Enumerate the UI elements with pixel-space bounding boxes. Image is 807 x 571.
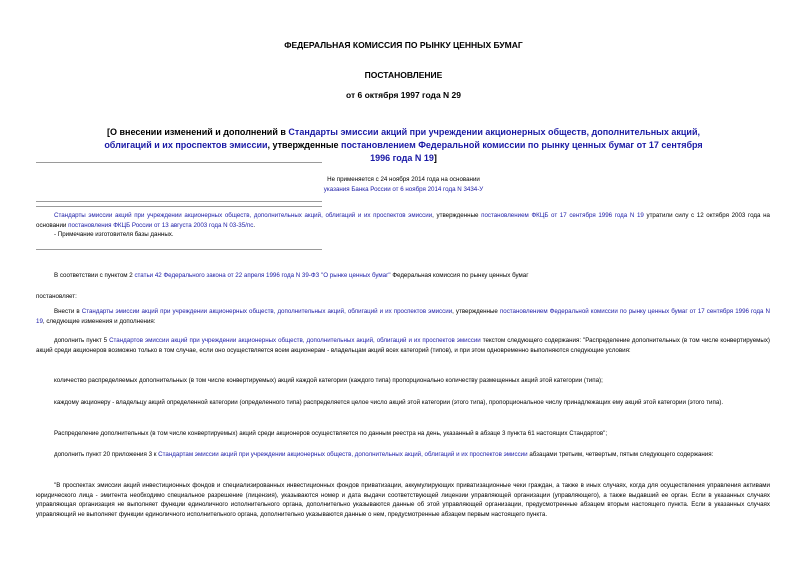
paragraph-text: В соответствии с пунктом 2 — [54, 272, 135, 279]
document-title — [100, 126, 707, 165]
editor-remark: - Примечание изготовителя базы данных. — [54, 231, 174, 239]
editor-note — [36, 211, 770, 240]
note-text: , утвержденные — [432, 212, 482, 219]
title-text-post: ] — [433, 153, 437, 163]
paragraph: Распределение дополнительных (в том числе конвертируемых) акций среди акционеров осуществляется по данным реестра на день, указанный в абзаце 3 пункта 61 настоящих Стандартов"; — [54, 430, 608, 437]
standards-link[interactable]: Стандарты эмиссии акций при учреждении акционерных обществ, дополнительных акций, облигаций и их проспектов эмиссии — [81, 308, 453, 315]
note-link-standards[interactable]: Стандарты эмиссии акций при учреждении акционерных обществ, дополнительных акций, облигаций и их проспектов эмиссии — [54, 212, 433, 219]
paragraph: постановляет: — [36, 293, 77, 300]
agency-heading: ФЕДЕРАЛЬНАЯ КОМИССИЯ ПО РЫНКУ ЦЕННЫХ БУМАГ — [284, 40, 523, 50]
divider — [36, 162, 322, 163]
paragraph — [36, 307, 770, 326]
paragraph — [36, 336, 770, 355]
paragraph — [36, 450, 770, 460]
note-text: утратили силу с 12 октября 2003 года на основании — [36, 212, 770, 229]
status-note-link[interactable]: указания Банка России от 6 ноября 2014 года N 3434-У — [323, 186, 484, 193]
paragraph-text: , следующие изменения и дополнения: — [42, 317, 156, 325]
note-text: . — [253, 221, 256, 229]
title-text-mid: , утвержденные — [267, 140, 342, 150]
standards-link[interactable]: Стандартам эмиссии акций при учреждении акционерных обществ, дополнительных акций, облигаций и их проспектов эмиссии — [158, 451, 528, 458]
paragraph: "В проспектах эмиссии акций инвестиционных фондов и специализированных инвестиционных фондов приватизации, аккумулирующих приватизационные чеки граждан, а также в иных случаях, когда для осуществления управления активами юридического лица - эмитента необходимо специальное разрешение (лицензия), указываются номер и дата выдачи соответствующей лицензии управляющей организации (управляющего), а также выдавший ее орган. Если в указанных случаях управляющая организация не выполняет функции единоличного исполнительного органа, дополнительно указываются данные об этой управляющей организации, предусмотренные абзацем вторым настоящего пункта. Если в указанных случаях управляющий не выполняет функции единоличного исполнительного органа, дополнительно указываются данные о нем, предусмотренные абзацем первым настоящего пункта. — [36, 482, 770, 518]
paragraph-text: текстом следующего содержания: "Распределение дополнительных (в том числе конвертируемых) акций среди акционеров возможно только в том случае, если оно осуществляется всем акционерам - владельцам акций всех категорий (типов), и при этом одновременно выполняются следующие условия: — [36, 337, 770, 354]
paragraph-text: абзацами третьим, четвертым, пятым следующего содержания: — [527, 451, 714, 458]
note-link-fkcb-03-35[interactable]: постановления ФКЦБ России от 13 августа 2003 года N 03-35/пс — [68, 221, 254, 229]
divider — [36, 249, 322, 250]
divider — [36, 206, 322, 207]
law-link[interactable]: статьи 42 Федерального закона от 22 апреля 1996 года N 39-ФЗ "О рынке ценных бумаг" — [134, 272, 391, 279]
paragraph-text: Внести в — [54, 308, 82, 315]
title-link-standards[interactable]: Стандарты эмиссии акций при учреждении акционерных обществ, дополнительных акций, облигаций и их проспектов эмиссии — [104, 127, 700, 150]
paragraph-text: дополнить пункт 5 — [54, 337, 110, 344]
title-link-resolution[interactable]: постановлением Федеральной комиссии по рынку ценных бумаг от 17 сентября 1996 года N 19 — [341, 140, 703, 163]
status-note — [0, 175, 807, 195]
resolution-link[interactable]: постановлением Федеральной комиссии по рынку ценных бумаг от 17 сентября 1996 года N 19 — [36, 308, 770, 325]
note-link-fkcb-19[interactable]: постановлением ФКЦБ от 17 сентября 1996 года N 19 — [481, 212, 644, 219]
paragraph — [36, 271, 770, 281]
paragraph-text: Федеральная комиссия по рынку ценных бумаг — [390, 272, 529, 279]
divider — [36, 201, 322, 202]
date-number-heading: от 6 октября 1997 года N 29 — [345, 90, 462, 100]
doc-type-heading: ПОСТАНОВЛЕНИЕ — [364, 70, 443, 80]
paragraph: количество распределяемых дополнительных (в том числе конвертируемых) акций каждой категории (каждого типа) пропорционально количеству размещенных акций этой категории (типа); — [54, 377, 603, 384]
title-text-pre: [О внесении изменений и дополнений в — [107, 127, 289, 137]
paragraph: каждому акционеру - владельцу акций определенной категории (определенного типа) распределяется целое число акций этой категории (этого типа), пропорциональное числу принадлежащих ему акций этой категории (этого типа). — [54, 399, 724, 406]
status-note-text: Не применяется с 24 ноября 2014 года на основании — [327, 176, 480, 183]
standards-link[interactable]: Стандартов эмиссии акций при учреждении акционерных обществ, дополнительных акций, облигаций и их проспектов эмиссии — [109, 337, 481, 344]
paragraph-text: дополнить пункт 20 приложения 3 к — [54, 451, 159, 458]
paragraph-text: , утвержденные — [452, 308, 500, 315]
